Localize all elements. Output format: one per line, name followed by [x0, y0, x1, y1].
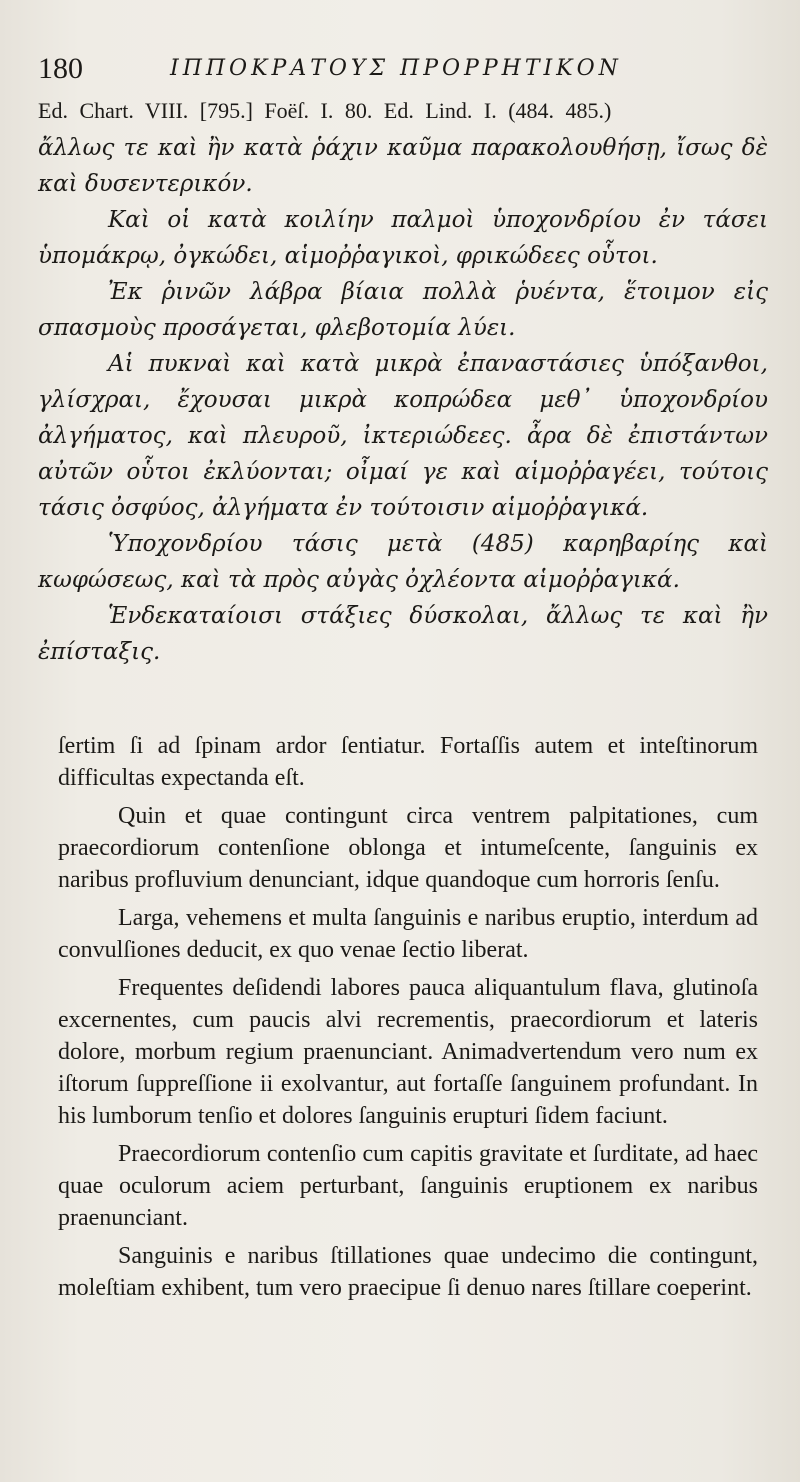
- latin-paragraph: Larga, vehemens et multa ſanguinis e naribus eruptio, interdum ad convulſiones deducit, ex quo venae ſectio liberat.: [58, 905, 758, 963]
- latin-paragraph: Quin et quae contingunt circa ventrem palpitationes, cum praecordiorum contenſione oblonga et intumeſcente, ſanguinis ex naribus profluvium denunciant, idque quandoque cum horroris ſenſu.: [58, 803, 758, 893]
- latin-text-block: [58, 730, 758, 1310]
- latin-paragraph: ſertim ſi ad ſpinam ardor ſentiatur. Fortaſſis autem et inteſtinorum difficultas expectanda eſt.: [58, 733, 758, 791]
- greek-paragraph: Ἑνδεκαταίοισι στάξιες δύσκολαι, ἄλλως τε καὶ ἢν ἐπίσταξις.: [38, 603, 768, 665]
- greek-paragraph: Αἱ πυκναὶ καὶ κατὰ μικρὰ ἐπαναστάσιες ὑπόξανθοι, γλίσχραι, ἔχουσαι μικρὰ κοπρώδεα μεθ᾽ ὑποχονδρίου ἀλγήματος, καὶ πλευροῦ, ἰκτεριώδεες. ἆρα δὲ ἐπιστάντων αὐτῶν οὗτοι ἐκλύονται; οἶμαί γε καὶ αἱμοῤῥαγέει, τούτοις τάσις ὀσφύος, ἀλγήματα ἐν τούτοισιν αἱμοῤῥαγικά.: [38, 351, 768, 521]
- latin-paragraph: Frequentes deſidendi labores pauca aliquantulum flava, glutinoſa excernentes, cum paucis alvi recrementis, praecordiorum et lateris dolore, morbum regium praenunciant. Animadvertendum vero num ex iſtorum ſuppreſſione ii exolvantur, aut fortaſſe ſanguinem profundant. In his lumborum tenſio et dolores ſanguinis erupturi ſidem faciunt.: [58, 975, 758, 1129]
- greek-paragraph: Ἐκ ῥινῶν λάβρα βίαια πολλὰ ῥυέντα, ἕτοιμον εἰς σπασμοὺς προσάγεται, φλεβοτομία λύει.: [38, 279, 768, 341]
- edition-reference-line: Ed. Chart. VIII. [795.] Foëſ. I. 80. Ed. Lind. I. (484. 485.): [38, 98, 612, 123]
- page-header: [38, 52, 768, 92]
- running-head: ΙΠΠΟΚΡΑΤΟΥΣ ΠΡΟΡΡΗΤΙΚΟΝ: [170, 56, 622, 81]
- latin-paragraph: Sanguinis e naribus ſtillationes quae undecimo die contingunt, moleſtiam exhibent, tum vero praecipue ſi denuo nares ſtillare coeperint.: [58, 1243, 758, 1301]
- greek-paragraph: Καὶ οἱ κατὰ κοιλίην παλμοὶ ὑποχονδρίου ἐν τάσει ὑπομάκρῳ, ὀγκώδει, αἱμοῤῥαγικοὶ, φρικώδεες οὗτοι.: [38, 207, 768, 269]
- greek-text-block: [38, 130, 768, 670]
- greek-paragraph: Ὑποχονδρίου τάσις μετὰ (485) καρηβαρίης καὶ κωφώσεως, καὶ τὰ πρὸς αὐγὰς ὀχλέοντα αἱμοῤῥαγικά.: [38, 531, 768, 593]
- page-number: 180: [38, 52, 83, 85]
- latin-paragraph: Praecordiorum contenſio cum capitis gravitate et ſurditate, ad haec quae oculorum aciem perturbant, ſanguinis eruptionem ex naribus praenunciant.: [58, 1141, 758, 1231]
- greek-paragraph: ἄλλως τε καὶ ἢν κατὰ ῥάχιν καῦμα παρακολουθήσῃ, ἴσως δὲ καὶ δυσεντερικόν.: [38, 135, 768, 197]
